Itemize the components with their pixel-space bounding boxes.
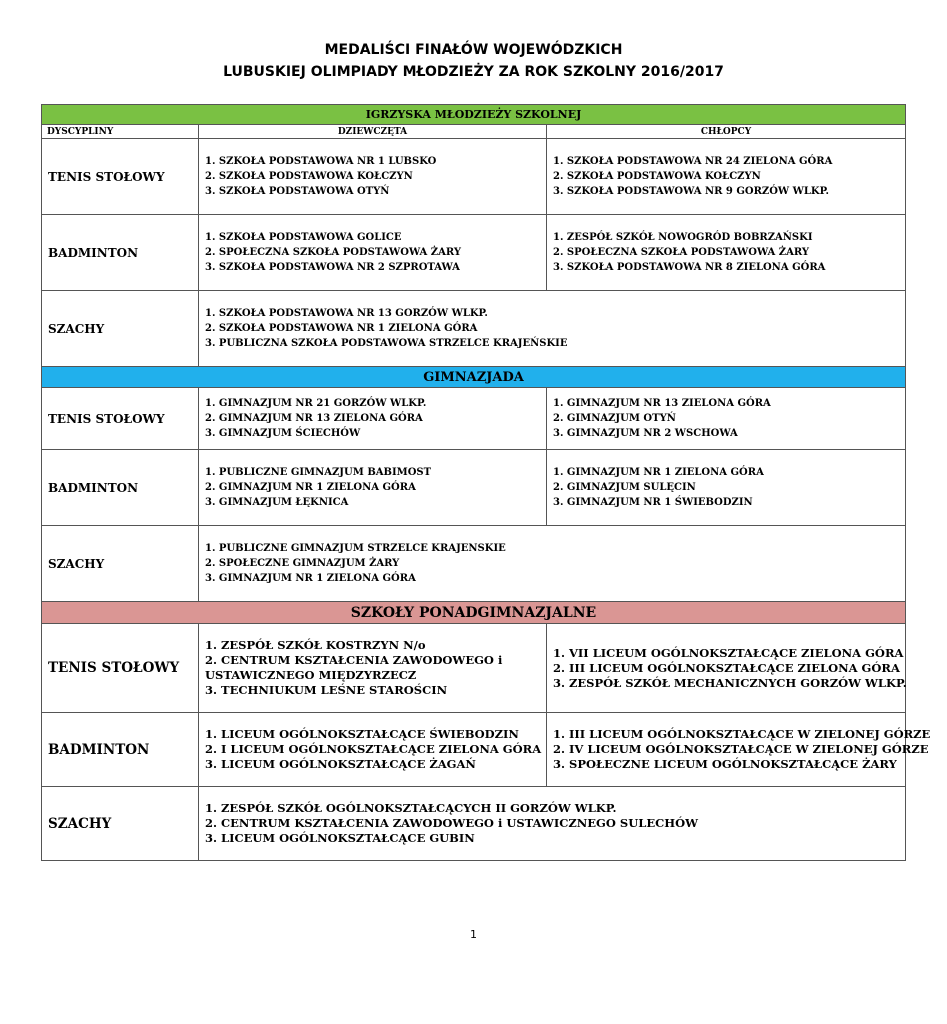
medalist-entry: 3. SZKOŁA PODSTAWOWA NR 2 SZPROTAWA — [205, 262, 460, 273]
boys-results-cell — [547, 713, 931, 787]
table-row — [42, 450, 906, 526]
boys-results-cell — [547, 215, 906, 291]
medalist-entry: 3. GIMNAZJUM NR 1 ŚWIEBODZIN — [553, 497, 753, 508]
page-number: 1 — [470, 928, 477, 941]
girls-results-cell — [199, 139, 547, 215]
medalist-entry: 1. SZKOŁA PODSTAWOWA NR 24 ZIELONA GÓRA — [553, 156, 833, 167]
medalist-entry: 1. ZESPÓŁ SZKÓŁ NOWOGRÓD BOBRZAŃSKI — [553, 232, 813, 243]
column-header-disciplines: DYSCYPLINY — [42, 125, 199, 139]
medalist-entry: 2. I LICEUM OGÓLNOKSZTAŁCĄCE ZIELONA GÓRA — [205, 742, 542, 756]
medalist-entry: 2. GIMNAZJUM NR 13 ZIELONA GÓRA — [205, 413, 423, 424]
medalist-entry: 2. CENTRUM KSZTAŁCENIA ZAWODOWEGO i USTAWICZNEGO MIĘDZYRZECZ — [205, 653, 503, 682]
medalist-entry: 3. LICEUM OGÓLNOKSZTAŁCĄCE ŻAGAŃ — [205, 757, 476, 771]
table-row — [42, 787, 906, 861]
table-row — [42, 139, 906, 215]
medalist-entry: 2. SPOŁECZNE GIMNAZJUM ŻARY — [205, 558, 400, 569]
medalist-entry: 1. PUBLICZNE GIMNAZJUM BABIMOST — [205, 467, 432, 478]
table-row — [42, 526, 906, 602]
medalist-entry: 2. IV LICEUM OGÓLNOKSZTAŁCĄCE W ZIELONEJ GÓRZE — [553, 742, 929, 756]
medalist-entry: 1. GIMNAZJUM NR 21 GORZÓW WLKP. — [205, 398, 427, 409]
boys-results-cell — [547, 450, 906, 526]
medalist-entry: 3. GIMNAZJUM NR 2 WSCHOWA — [553, 428, 738, 439]
medalist-entry: 2. SPOŁECZNA SZKOŁA PODSTAWOWA ŻARY — [553, 247, 809, 258]
discipline-cell: TENIS STOŁOWY — [42, 624, 199, 713]
document-title-line-1: MEDALIŚCI FINAŁÓW WOJEWÓDZKICH — [324, 42, 623, 58]
column-header-girls: DZIEWCZĘTA — [199, 125, 547, 139]
medalist-entry: 1. GIMNAZJUM NR 1 ZIELONA GÓRA — [553, 467, 764, 478]
discipline-cell: TENIS STOŁOWY — [42, 139, 199, 215]
medalist-entry: 1. LICEUM OGÓLNOKSZTAŁCĄCE ŚWIEBODZIN — [205, 727, 519, 741]
boys-results-cell — [547, 388, 906, 450]
medalist-entry: 3. SZKOŁA PODSTAWOWA NR 9 GORZÓW WLKP. — [553, 186, 829, 197]
section-header: SZKOŁY PONADGIMNAZJALNE — [42, 602, 906, 624]
section-header: GIMNAZJADA — [42, 367, 906, 388]
medalist-entry: 3. TECHNIUKUM LEŚNE STAROŚCIN — [205, 683, 448, 697]
medalist-entry: 2. CENTRUM KSZTAŁCENIA ZAWODOWEGO i USTAWICZNEGO SULECHÓW — [205, 816, 699, 830]
medalist-entry: 3. SZKOŁA PODSTAWOWA NR 8 ZIELONA GÓRA — [553, 262, 826, 273]
medalist-entry: 1. VII LICEUM OGÓLNOKSZTAŁCĄCE ZIELONA GÓRA — [553, 645, 904, 660]
medalist-entry: 3. SPOŁECZNE LICEUM OGÓLNOKSZTAŁCĄCE ŻARY — [553, 757, 897, 771]
girls-results-cell — [199, 388, 547, 450]
medalist-entry: 3. GIMNAZJUM ŚCIECHÓW — [205, 428, 361, 439]
medalist-entry: 2. GIMNAZJUM NR 1 ZIELONA GÓRA — [205, 482, 416, 493]
medalist-entry: 2. SZKOŁA PODSTAWOWA NR 1 ZIELONA GÓRA — [205, 323, 478, 334]
table-row — [42, 624, 906, 713]
table-row — [42, 215, 906, 291]
combined-results-cell — [199, 291, 906, 367]
medalist-entry: 2. III LICEUM OGÓLNOKSZTAŁCĄCE ZIELONA GÓRA — [553, 660, 900, 675]
medalist-entry: 2. SPOŁECZNA SZKOŁA PODSTAWOWA ŻARY — [205, 247, 461, 258]
table-row — [42, 713, 906, 787]
discipline-cell: SZACHY — [42, 787, 199, 861]
table-row — [42, 291, 906, 367]
medalist-entry: 1. SZKOŁA PODSTAWOWA NR 1 LUBSKO — [205, 156, 437, 167]
discipline-cell: SZACHY — [42, 526, 199, 602]
medalist-entry: 1. III LICEUM OGÓLNOKSZTAŁCĄCE W ZIELONEJ GÓRZE — [553, 727, 931, 741]
table-row — [42, 388, 906, 450]
discipline-cell: TENIS STOŁOWY — [42, 388, 199, 450]
girls-results-cell — [199, 624, 547, 713]
column-header-boys: CHŁOPCY — [547, 125, 906, 139]
medalist-entry: 3. PUBLICZNA SZKOŁA PODSTAWOWA STRZELCE KRAJEŃSKIE — [205, 338, 568, 349]
discipline-cell: SZACHY — [42, 291, 199, 367]
medalist-entry: 3. GIMNAZJUM NR 1 ZIELONA GÓRA — [205, 573, 416, 584]
document-title-line-2: LUBUSKIEJ OLIMPIADY MŁODZIEŻY ZA ROK SZKOLNY 2016/2017 — [223, 64, 724, 80]
girls-results-cell — [199, 215, 547, 291]
medalist-entry: 1. ZESPÓŁ SZKÓŁ OGÓLNOKSZTAŁCĄCYCH II GORZÓW WLKP. — [205, 801, 617, 815]
section-header: IGRZYSKA MŁODZIEŻY SZKOLNEJ — [42, 105, 906, 125]
medalist-entry: 3. SZKOŁA PODSTAWOWA OTYŃ — [205, 186, 390, 197]
girls-results-cell — [199, 450, 547, 526]
medalist-entry: 3. LICEUM OGÓLNOKSZTAŁCĄCE GUBIN — [205, 831, 475, 845]
medalist-entry: 2. SZKOŁA PODSTAWOWA KOŁCZYN — [205, 171, 413, 182]
medalist-entry: 2. GIMNAZJUM SULĘCIN — [553, 482, 696, 493]
medalist-entry: 1. SZKOŁA PODSTAWOWA NR 13 GORZÓW WLKP. — [205, 308, 488, 319]
medalist-entry: 1. SZKOŁA PODSTAWOWA GOLICE — [205, 232, 402, 243]
medalist-entry: 1. PUBLICZNE GIMNAZJUM STRZELCE KRAJENSKIE — [205, 543, 506, 554]
boys-results-cell — [547, 624, 906, 713]
discipline-cell: BADMINTON — [42, 713, 199, 787]
medalist-entry: 3. GIMNAZJUM ŁĘKNICA — [205, 497, 349, 508]
medalist-entry: 2. GIMNAZJUM OTYŃ — [553, 413, 676, 424]
medalists-table — [41, 104, 931, 861]
girls-results-cell — [199, 713, 547, 787]
medalist-entry: 1. GIMNAZJUM NR 13 ZIELONA GÓRA — [553, 398, 771, 409]
medalist-entry: 1. ZESPÓŁ SZKÓŁ KOSTRZYN N/o — [205, 638, 426, 652]
combined-results-cell — [199, 787, 906, 861]
boys-results-cell — [547, 139, 906, 215]
medalist-entry: 2. SZKOŁA PODSTAWOWA KOŁCZYN — [553, 171, 761, 182]
discipline-cell: BADMINTON — [42, 450, 199, 526]
combined-results-cell — [199, 526, 906, 602]
medalist-entry: 3. ZESPÓŁ SZKÓŁ MECHANICZNYCH GORZÓW WLKP. — [553, 675, 907, 690]
discipline-cell: BADMINTON — [42, 215, 199, 291]
